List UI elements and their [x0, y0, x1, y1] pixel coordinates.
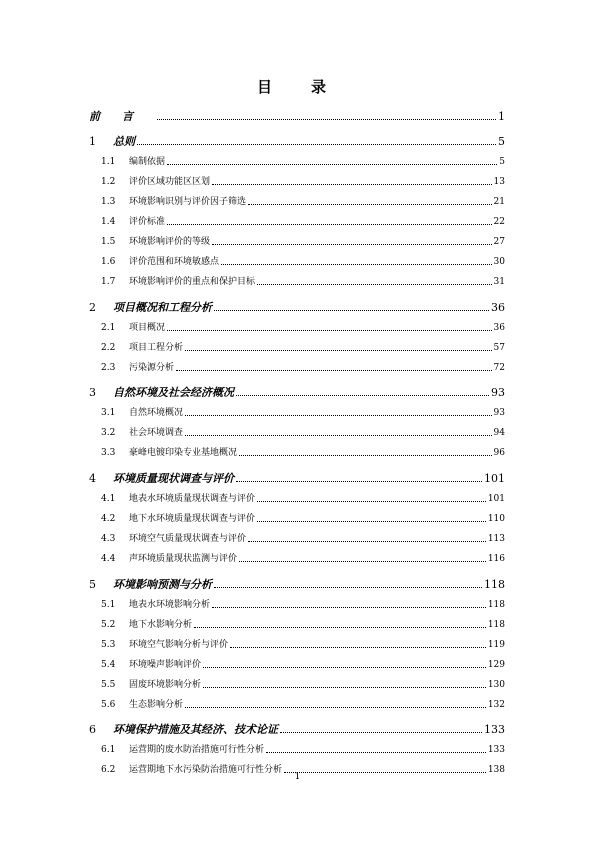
toc-entry-title: 环境噪声影响评价 [129, 659, 202, 670]
toc-entry[interactable] [89, 98, 505, 124]
toc-entry[interactable] [89, 315, 505, 335]
toc-entry-number: 5.1 [101, 599, 116, 610]
toc-entry[interactable] [89, 124, 505, 150]
toc-entry-title: 环境空气质量现状调查与评价 [129, 533, 247, 544]
toc-entry-page: 118 [487, 619, 505, 630]
toc-entry-page: 113 [487, 533, 505, 544]
dot-leader [176, 370, 492, 371]
toc-entry-number: 1.4 [101, 217, 116, 228]
toc-entry-page: 21 [493, 197, 505, 208]
dot-leader [212, 244, 492, 245]
dot-leader [157, 119, 496, 120]
toc-entry-title: 前言 [89, 109, 155, 123]
toc-entry[interactable] [89, 526, 505, 546]
dot-leader [203, 687, 486, 688]
dot-leader [185, 435, 492, 436]
toc-entry-number: 4.1 [101, 493, 116, 504]
toc-entry[interactable] [89, 189, 505, 209]
dot-leader [137, 144, 496, 145]
toc-entry[interactable] [89, 169, 505, 189]
toc-entry-number: 4.4 [101, 553, 116, 564]
toc-entry-page: 93 [493, 408, 505, 419]
toc-entry-title: 地下水影响分析 [129, 619, 193, 630]
table-of-contents [89, 98, 505, 777]
toc-entry[interactable] [89, 737, 505, 757]
toc-entry[interactable] [89, 712, 505, 738]
dot-leader [239, 455, 492, 456]
toc-entry-page: 101 [487, 493, 505, 504]
toc-entry-page: 36 [493, 322, 505, 333]
dot-leader [280, 732, 482, 733]
toc-entry-number: 5.5 [101, 679, 116, 690]
toc-entry-number: 1.7 [101, 277, 116, 288]
toc-entry-page: 110 [487, 513, 505, 524]
toc-entry-title: 地下水环境质量现状调查与评价 [129, 513, 256, 524]
toc-entry-number: 2.3 [101, 362, 116, 373]
toc-entry-number: 6.1 [101, 745, 116, 756]
toc-entry[interactable] [89, 612, 505, 632]
toc-entry-page: 118 [487, 599, 505, 610]
toc-entry[interactable] [89, 592, 505, 612]
toc-entry[interactable] [89, 672, 505, 692]
toc-entry-title: 项目概况和工程分析 [113, 300, 212, 314]
toc-entry-title: 环境质量现状调查与评价 [113, 471, 234, 485]
toc-entry-title: 地表水环境影响分析 [129, 599, 211, 610]
dot-leader [167, 164, 497, 165]
toc-entry-title: 环境影响识别与评价因子筛选 [129, 197, 247, 208]
toc-entry-title: 运营期的废水防治措施可行性分析 [129, 745, 265, 756]
dot-leader [257, 521, 486, 522]
toc-entry-title: 运营期地下水污染防治措施可行性分析 [129, 765, 283, 776]
toc-entry-number: 4.2 [101, 513, 116, 524]
toc-entry-number: 2.2 [101, 342, 116, 353]
toc-entry-page: 72 [493, 362, 505, 373]
dot-leader [167, 330, 492, 331]
toc-entry-page: 118 [484, 577, 505, 591]
toc-entry[interactable] [89, 632, 505, 652]
toc-entry-page: 132 [487, 699, 505, 710]
toc-entry-page: 119 [487, 639, 505, 650]
toc-entry-page: 116 [487, 553, 505, 564]
toc-entry-number: 1 [89, 135, 96, 149]
toc-entry[interactable] [89, 289, 505, 315]
toc-entry-title: 生态影响分析 [129, 699, 184, 710]
toc-entry-page: 22 [493, 217, 505, 228]
toc-entry-number: 4 [89, 471, 96, 485]
toc-entry-title: 环境影响评价的等级 [129, 237, 211, 248]
dot-leader [203, 667, 486, 668]
toc-entry[interactable] [89, 149, 505, 169]
toc-entry-number: 5.2 [101, 619, 116, 630]
dot-leader [185, 350, 492, 351]
dot-leader [212, 607, 486, 608]
toc-entry-page: 101 [484, 471, 505, 485]
dot-leader [212, 184, 492, 185]
toc-entry-title: 环境空气影响分析与评价 [129, 639, 229, 650]
toc-entry-page: 36 [491, 300, 505, 314]
toc-entry[interactable] [89, 269, 505, 289]
toc-entry-page: 94 [493, 428, 505, 439]
toc-entry-number: 2.1 [101, 322, 116, 333]
dot-leader [236, 481, 482, 482]
toc-entry-page: 138 [487, 765, 505, 776]
toc-entry[interactable] [89, 440, 505, 460]
dot-leader [239, 561, 486, 562]
dot-leader [230, 647, 486, 648]
toc-entry-title: 污染源分析 [129, 362, 175, 373]
toc-entry-page: 129 [487, 659, 505, 670]
page-number: 1 [294, 772, 301, 782]
toc-entry[interactable] [89, 400, 505, 420]
toc-entry-page: 5 [499, 157, 505, 168]
toc-entry-number: 5 [89, 577, 96, 591]
dot-leader [167, 224, 492, 225]
toc-entry[interactable] [89, 355, 505, 375]
toc-entry-number: 1.2 [101, 177, 116, 188]
toc-entry-title: 评价标准 [129, 217, 166, 228]
toc-entry[interactable] [89, 229, 505, 249]
toc-entry-number: 1.6 [101, 257, 116, 268]
dot-leader [266, 752, 486, 753]
toc-entry-page: 133 [484, 723, 505, 737]
toc-entry-title: 评价范围和环境敏感点 [129, 257, 220, 268]
dot-leader [194, 627, 486, 628]
toc-entry-number: 5.6 [101, 699, 116, 710]
toc-entry-title: 固废环境影响分析 [129, 679, 202, 690]
toc-entry[interactable] [89, 420, 505, 440]
dot-leader [248, 541, 486, 542]
toc-entry-title: 社会环境调查 [129, 428, 184, 439]
dot-leader [248, 204, 492, 205]
toc-entry[interactable] [89, 209, 505, 229]
dot-leader [257, 284, 492, 285]
toc-entry[interactable] [89, 652, 505, 672]
toc-entry[interactable] [89, 692, 505, 712]
dot-leader [185, 707, 486, 708]
toc-entry[interactable] [89, 486, 505, 506]
toc-entry-title: 自然环境及社会经济概况 [113, 386, 234, 400]
toc-entry-title: 总则 [113, 135, 135, 149]
toc-entry-title: 项目概况 [129, 322, 166, 333]
toc-entry-page: 57 [493, 342, 505, 353]
toc-entry[interactable] [89, 335, 505, 355]
toc-entry-page: 133 [487, 745, 505, 756]
toc-entry[interactable] [89, 249, 505, 269]
toc-entry-number: 5.4 [101, 659, 116, 670]
toc-entry-number: 2 [89, 300, 96, 314]
toc-entry-number: 4.3 [101, 533, 116, 544]
toc-entry[interactable] [89, 546, 505, 566]
toc-entry-title: 环境保护措施及其经济、技术论证 [113, 723, 278, 737]
toc-entry-title: 编制依据 [129, 157, 166, 168]
toc-entry-number: 6.2 [101, 765, 116, 776]
toc-entry-title: 项目工程分析 [129, 342, 184, 353]
page-title: 目 录 [256, 78, 338, 96]
toc-entry-page: 130 [487, 679, 505, 690]
dot-leader [257, 501, 486, 502]
toc-entry[interactable] [89, 506, 505, 526]
toc-entry-page: 5 [498, 135, 505, 149]
toc-entry-page: 96 [493, 448, 505, 459]
toc-entry-title: 环境影响预测与分析 [113, 577, 212, 591]
toc-entry-title: 环境影响评价的重点和保护目标 [129, 277, 256, 288]
dot-leader [221, 264, 492, 265]
toc-entry-number: 1.5 [101, 237, 116, 248]
toc-entry-title: 声环境质量现状监测与评价 [129, 553, 238, 564]
toc-entry-number: 6 [89, 723, 96, 737]
toc-entry-number: 1.1 [101, 157, 116, 168]
toc-entry-number: 3.3 [101, 448, 116, 459]
toc-entry-title: 豪峰电镀印染专业基地概况 [129, 448, 238, 459]
toc-entry-title: 评价区域功能区区划 [129, 177, 211, 188]
toc-entry-number: 3 [89, 386, 96, 400]
dot-leader [214, 310, 489, 311]
dot-leader [185, 415, 492, 416]
toc-entry-number: 3.1 [101, 408, 116, 419]
toc-entry-page: 1 [498, 109, 505, 123]
toc-entry-title: 地表水环境质量现状调查与评价 [129, 493, 256, 504]
toc-entry[interactable] [89, 566, 505, 592]
toc-entry-page: 31 [493, 277, 505, 288]
dot-leader [236, 395, 489, 396]
toc-entry[interactable] [89, 460, 505, 486]
toc-entry-number: 5.3 [101, 639, 116, 650]
dot-leader [214, 587, 482, 588]
toc-entry-page: 30 [493, 257, 505, 268]
toc-entry-title: 自然环境概况 [129, 408, 184, 419]
toc-entry-page: 93 [491, 386, 505, 400]
toc-entry[interactable] [89, 375, 505, 401]
toc-entry-number: 3.2 [101, 428, 116, 439]
toc-entry-page: 13 [493, 177, 505, 188]
toc-entry-number: 1.3 [101, 197, 116, 208]
toc-entry-page: 27 [493, 237, 505, 248]
